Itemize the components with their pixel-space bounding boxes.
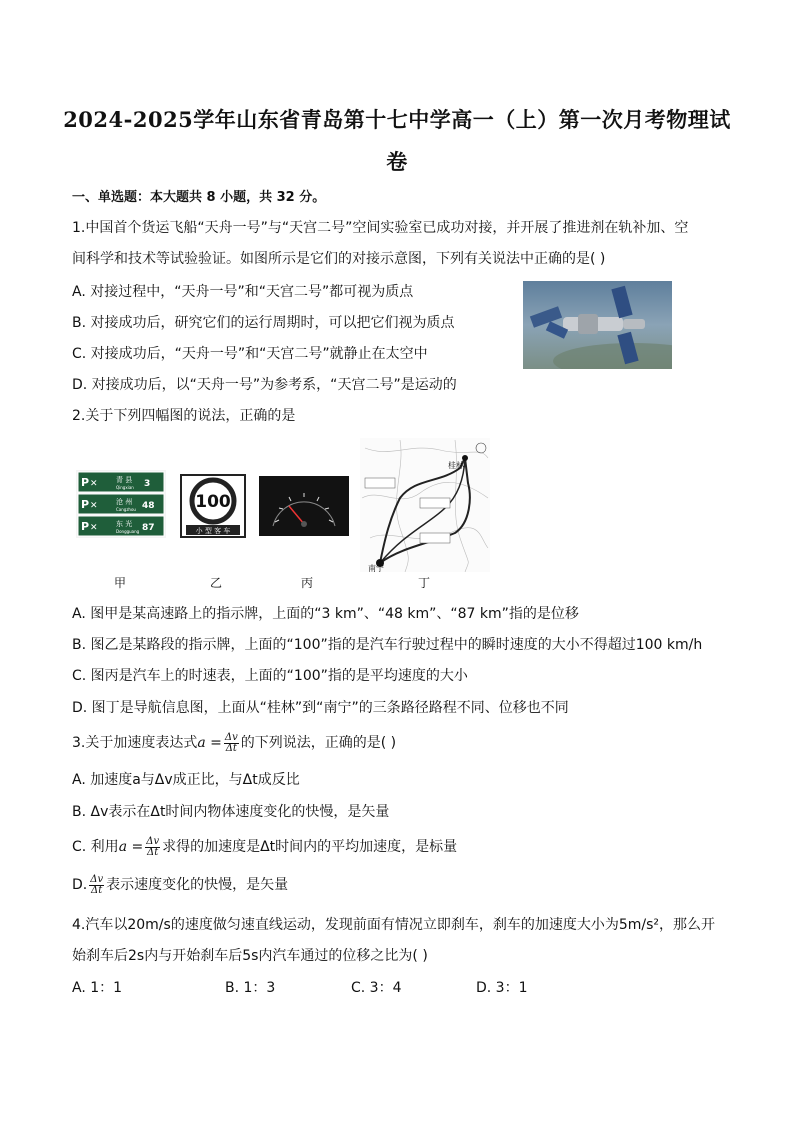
fraction-denominator: Δt — [91, 884, 103, 896]
q3-stem-prefix: 3.关于加速度表达式 — [72, 735, 198, 751]
q1-option-d: D. 对接成功后，以“天舟一号”为参考系，“天宫二号”是运动的 — [72, 377, 457, 393]
svg-text:P: P — [81, 520, 90, 533]
figure-ding-navigation-map — [360, 438, 490, 572]
figure-caption-jia: 甲 — [114, 576, 127, 590]
q4-option-b: B. 1：3 — [225, 980, 276, 996]
fraction-numerator: Δv — [146, 835, 160, 847]
q3-c-formula-fraction — [145, 837, 160, 858]
q3-option-d — [72, 874, 288, 896]
figure-caption-ding: 丁 — [418, 576, 431, 590]
figure-caption-bing: 丙 — [301, 576, 314, 590]
fraction-numerator: Δv — [90, 873, 104, 885]
q3-c-suffix: 求得的加速度是Δt时间内的平均加速度，是标量 — [162, 839, 458, 855]
svg-text:✕: ✕ — [90, 501, 98, 511]
svg-text:P: P — [81, 498, 90, 511]
sign-place-3: 东 光 — [116, 520, 133, 528]
q1-option-a: A. 对接过程中，“天舟一号”和“天宫二号”都可视为质点 — [72, 284, 414, 300]
q3-c-formula-lhs: a = — [118, 839, 144, 855]
docking-spacecraft-image — [523, 281, 672, 369]
svg-text:✕: ✕ — [90, 523, 98, 533]
figure-caption-yi: 乙 — [210, 576, 223, 590]
speed-limit-value: 100 — [195, 492, 231, 512]
q4-option-c: C. 3：4 — [351, 980, 402, 996]
q1-option-c: C. 对接成功后，“天舟一号”和“天宫二号”就静止在太空中 — [72, 346, 428, 362]
q2-stem: 2.关于下列四幅图的说法，正确的是 — [72, 408, 296, 424]
q2-option-a: A. 图甲是某高速路上的指示牌，上面的“3 km”、“48 km”、“87 km”指的是位移 — [72, 606, 579, 622]
sign-pinyin-2: Cangzhou — [116, 507, 136, 512]
q3-stem — [72, 732, 396, 754]
figure-bing-speedometer — [259, 476, 349, 536]
q3-d-formula-fraction — [89, 875, 104, 896]
q4-stem-line1: 4.汽车以20m/s的速度做匀速直线运动，发现前面有情况立即刹车，刹车的加速度大小为5m/s²，那么开 — [72, 917, 715, 933]
q3-formula-fraction — [224, 733, 239, 754]
figure-yi-speed-limit-sign — [180, 474, 246, 538]
q2-option-b: B. 图乙是某路段的指示牌，上面的“100”指的是汽车行驶过程中的瞬时速度的大小不得超过100 km/h — [72, 637, 703, 653]
figure-jia-road-sign — [76, 470, 166, 538]
svg-text:P: P — [81, 476, 90, 489]
q3-option-b: B. Δv表示在Δt时间内物体速度变化的快慢，是矢量 — [72, 804, 390, 820]
fraction-denominator: Δt — [147, 846, 159, 858]
q1-option-b: B. 对接成功后，研究它们的运行周期时，可以把它们视为质点 — [72, 315, 455, 331]
sign-pinyin-1: Qingxian — [116, 485, 134, 490]
q4-option-d: D. 3：1 — [476, 980, 528, 996]
q2-option-d: D. 图丁是导航信息图，上面从“桂林”到“南宁”的三条路径路程不同、位移也不同 — [72, 700, 569, 716]
speed-limit-subtext: 小 型 客 车 — [195, 527, 231, 535]
q3-option-c — [72, 836, 457, 858]
sign-km-1: 3 — [144, 479, 151, 489]
q3-stem-suffix: 的下列说法，正确的是( ) — [240, 735, 397, 751]
sign-place-2: 沧 州 — [116, 498, 133, 506]
map-label-start: 桂林 — [448, 461, 464, 470]
q3-d-suffix: 表示速度变化的快慢，是矢量 — [106, 877, 289, 893]
q4-option-a: A. 1：1 — [72, 980, 123, 996]
q4-stem-line2: 始刹车后2s内与开始刹车后5s内汽车通过的位移之比为( ) — [72, 948, 428, 964]
q1-stem-line2: 间科学和技术等试验验证。如图所示是它们的对接示意图，下列有关说法中正确的是( ) — [72, 251, 606, 267]
exam-title-line2: 卷 — [386, 149, 408, 174]
section-heading: 一、单选题：本大题共 8 小题，共 32 分。 — [72, 190, 326, 205]
sign-km-3: 87 — [142, 523, 155, 533]
map-label-end: 南宁 — [368, 564, 384, 572]
fraction-denominator: Δt — [225, 742, 237, 754]
svg-text:✕: ✕ — [90, 479, 98, 489]
q3-d-prefix: D. — [72, 877, 88, 893]
sign-km-2: 48 — [142, 501, 155, 511]
q1-stem-line1: 1.中国首个货运飞船“天舟一号”与“天宫二号”空间实验室已成功对接，并开展了推进剂在轨补加、空 — [72, 220, 689, 236]
sign-pinyin-3: Dongguang — [116, 529, 140, 534]
sign-place-1: 青 县 — [116, 476, 133, 484]
fraction-numerator: Δv — [224, 731, 238, 743]
q3-formula-lhs: a = — [197, 735, 222, 751]
q2-option-c: C. 图丙是汽车上的时速表，上面的“100”指的是平均速度的大小 — [72, 668, 468, 684]
exam-title-line1: 2024-2025学年山东省青岛第十七中学高一（上）第一次月考物理试 — [63, 107, 731, 132]
q3-c-prefix: C. 利用 — [72, 839, 119, 855]
q3-option-a: A. 加速度a与Δv成正比，与Δt成反比 — [72, 772, 300, 788]
